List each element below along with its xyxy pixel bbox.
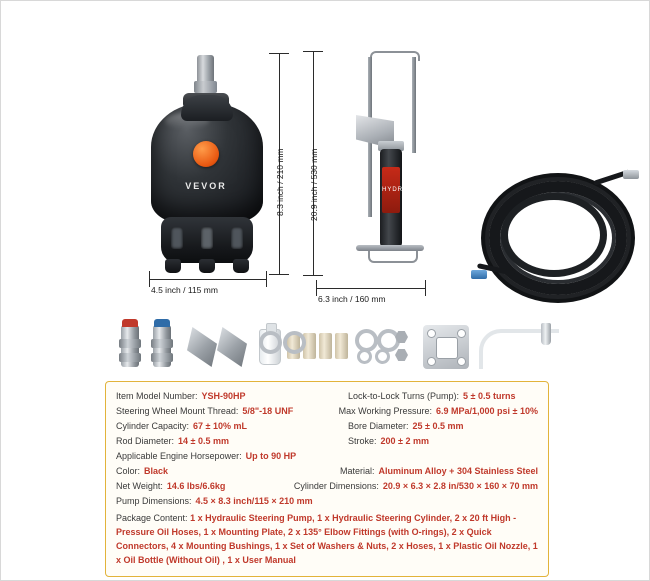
spec-cell (116, 419, 348, 434)
spec-label: Color: (116, 466, 141, 476)
connector-nut (151, 339, 173, 348)
dim-tick (269, 274, 289, 275)
spec-label: Cylinder Dimensions: (293, 481, 379, 491)
spec-label: Cylinder Capacity: (116, 421, 190, 431)
spec-label: Applicable Engine Horsepower: (116, 451, 242, 461)
washer-small-1 (357, 349, 372, 364)
spec-cell (339, 404, 538, 419)
spec-cell (340, 464, 538, 479)
dim-tick (149, 271, 150, 287)
spec-value: 4.5 × 8.3 inch/115 × 210 mm (195, 496, 313, 506)
spec-label: Pump Dimensions: (116, 496, 192, 506)
cylinder-width-dimension-line (316, 288, 426, 289)
pump-foot (199, 259, 215, 273)
package-content-text: 1 x Hydraulic Steering Pump, 1 x Hydraulic Steering Cylinder, 2 x 20 ft High -Pressure Oil Hoses, 1 x Mounting Plate, 2 x 135° Elbow Fittings (with O-rings), 2 x Quick Connectors, 4 x Mounting Bushings, 1 x Set of Washers & Nuts, 2 x Hoses, 1 x Plastic Oil Nozzle, 1 x Oil Bottle (Without Oil) , 1 x User Manual (116, 513, 538, 565)
spec-label: Lock-to-Lock Turns (Pump): (348, 391, 460, 401)
spec-row (116, 479, 538, 494)
pump-port (201, 227, 213, 249)
dim-tick (316, 280, 317, 296)
quick-connector-1 (121, 325, 139, 367)
accessories-row (1, 307, 650, 377)
cylinder-label: HYDRAULIC (382, 167, 400, 213)
dim-tick (303, 51, 323, 52)
plate-hole (457, 329, 466, 338)
quick-connector-2 (153, 325, 171, 367)
connector-cap-red (122, 319, 138, 327)
brand-logo: VEVOR (185, 181, 227, 191)
spec-cell (348, 434, 429, 449)
connector-nut (151, 353, 173, 362)
spec-label: Bore Diameter: (348, 421, 409, 431)
cylinder-height-label: 20.9 inch / 530 mm (309, 148, 319, 221)
plate-hole (427, 357, 436, 366)
dim-tick (269, 53, 289, 54)
package-content-label: Package Content: (116, 513, 188, 523)
spec-value: 5/8"-18 UNF (242, 406, 294, 416)
spec-row (116, 464, 538, 479)
cylinder-lower-rod (368, 251, 418, 263)
spec-label: Item Model Number: (116, 391, 198, 401)
pump-fill-knob (193, 141, 219, 167)
spec-value: Black (144, 466, 169, 476)
spec-cell (116, 494, 348, 509)
quick-connector-body (153, 325, 171, 367)
spec-value: 5 ± 0.5 turns (463, 391, 516, 401)
plate-hole (457, 357, 466, 366)
hose-connector (623, 170, 639, 179)
plastic-oil-nozzle (541, 323, 551, 345)
washer-large-2 (283, 331, 306, 354)
pump-shaft (197, 55, 214, 97)
plate-hole (427, 329, 436, 338)
spec-row (116, 404, 538, 419)
spec-cell (116, 434, 348, 449)
pump-foot (233, 259, 249, 273)
spec-cell (116, 389, 348, 404)
hose-coil-inner (501, 193, 607, 277)
connector-nut (119, 353, 141, 362)
elbow-fitting-1 (187, 327, 217, 367)
spec-cell (294, 479, 538, 494)
spec-cell (116, 404, 339, 419)
cylinder-rod-right (412, 57, 416, 153)
washer-large-1 (259, 331, 282, 354)
specifications-panel (105, 381, 549, 577)
spec-label: Steering Wheel Mount Thread: (116, 406, 239, 416)
spec-cell (116, 449, 348, 464)
mounting-plate (423, 325, 469, 369)
dim-tick (266, 271, 267, 287)
pump-port (231, 227, 243, 249)
spec-label: Net Weight: (116, 481, 163, 491)
spec-label: Rod Diameter: (116, 436, 175, 446)
spec-value: 67 ± 10% mL (193, 421, 247, 431)
pump-width-dimension-line (149, 279, 267, 280)
spec-label: Material: (340, 466, 375, 476)
spec-value: 25 ± 0.5 mm (412, 421, 464, 431)
hydraulic-hose-coil-image (471, 171, 641, 301)
package-content-block (116, 511, 538, 567)
pump-base (161, 217, 253, 263)
spec-value: 14.6 lbs/6.6kg (166, 481, 226, 491)
pump-width-label: 4.5 inch / 115 mm (151, 285, 218, 295)
spec-cell (348, 389, 516, 404)
spec-cell (116, 464, 340, 479)
spec-label: Stroke: (348, 436, 377, 446)
spec-cell (116, 479, 294, 494)
pump-height-label: 8.3 inch / 210 mm (275, 148, 285, 216)
connector-nut (119, 339, 141, 348)
hydraulic-steering-pump-image (141, 49, 271, 274)
spec-value: Up to 90 HP (245, 451, 297, 461)
spec-value: 6.9 MPa/1,000 psi ± 10% (436, 406, 538, 416)
product-illustration-area (1, 1, 649, 321)
quick-connector-body (121, 325, 139, 367)
hose-connector (471, 270, 487, 279)
cylinder-width-label: 6.3 inch / 160 mm (318, 294, 386, 304)
hydraulic-steering-cylinder-image (326, 49, 436, 284)
spec-value: Aluminum Alloy + 304 Stainless Steel (378, 466, 538, 476)
pump-port (171, 227, 183, 249)
mounting-bushing-4 (335, 333, 348, 359)
spec-label: Max Working Pressure: (338, 406, 432, 416)
spec-row (116, 449, 538, 464)
spec-row (116, 389, 538, 404)
spec-value: 14 ± 0.5 mm (178, 436, 229, 446)
dim-tick (425, 280, 426, 296)
mounting-bushing-3 (319, 333, 332, 359)
spec-row (116, 419, 538, 434)
elbow-fitting-2 (217, 327, 247, 367)
washer-small-2 (375, 349, 390, 364)
pump-foot (165, 259, 181, 273)
spec-row (116, 494, 538, 509)
plate-center-hole (436, 337, 458, 359)
hex-nut-2 (395, 349, 408, 361)
spec-row (116, 434, 538, 449)
spec-value: YSH-90HP (201, 391, 246, 401)
spec-value: 200 ± 2 mm (380, 436, 429, 446)
spec-cell (348, 419, 464, 434)
dim-tick (303, 275, 323, 276)
spec-value: 20.9 × 6.3 × 2.8 in/530 × 160 × 70 mm (382, 481, 538, 491)
connector-cap-blue (154, 319, 170, 327)
pump-cap (181, 95, 233, 121)
